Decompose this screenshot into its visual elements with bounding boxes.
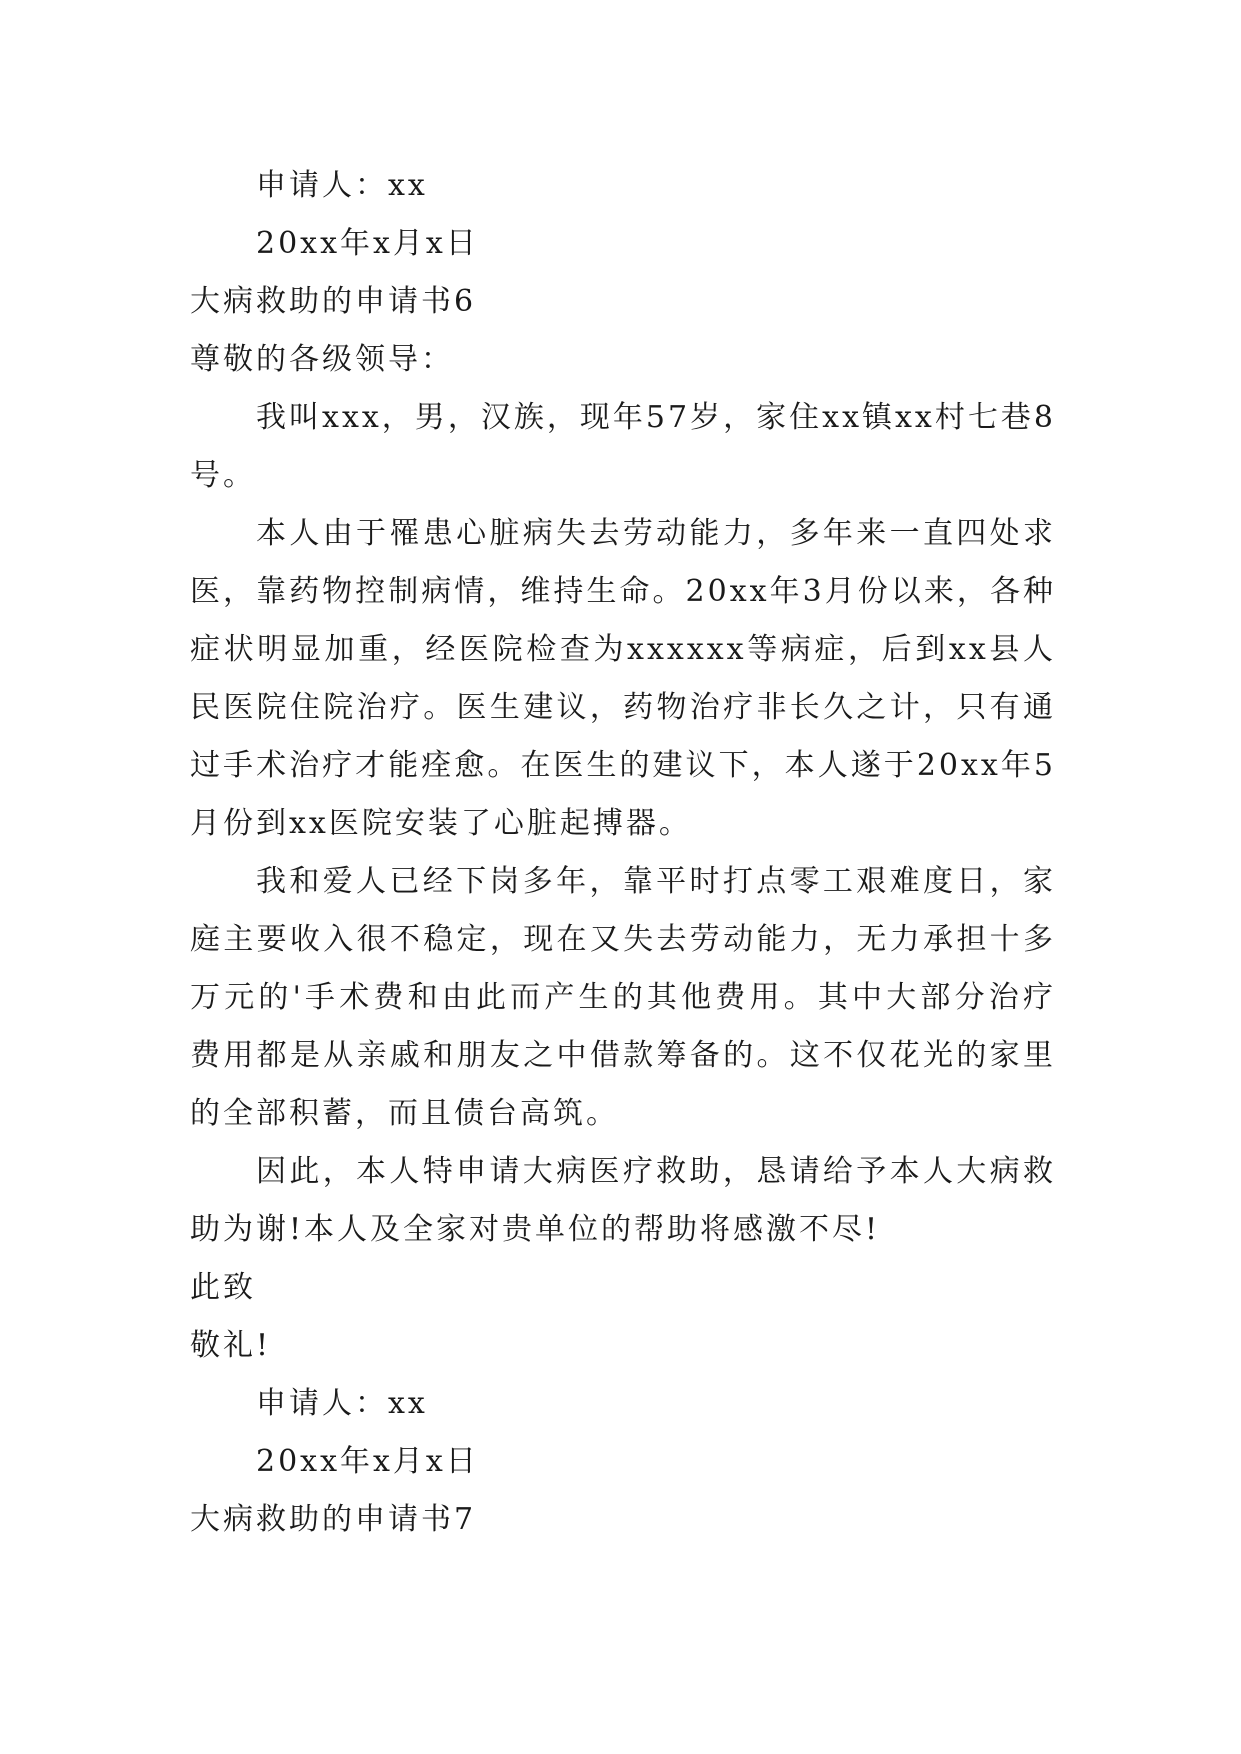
salutation: 尊敬的各级领导：	[190, 342, 454, 377]
signer-line: 申请人：xx	[256, 168, 428, 203]
paragraph-request: 因此，本人特申请大病医疗救助，恳请给予本人大病救助为谢!本人及全家对贵单位的帮助将感激不尽!	[190, 1154, 1056, 1247]
date-line: 20xx年x月x日	[256, 226, 479, 261]
section-title: 大病救助的申请书7	[190, 1502, 477, 1537]
section-title: 大病救助的申请书6	[190, 284, 477, 319]
document-body	[190, 157, 1056, 1549]
paragraph-finance: 我和爱人已经下岗多年，靠平时打点零工艰难度日，家庭主要收入很不稳定，现在又失去劳动能力，无力承担十多万元的'手术费和由此而产生的其他费用。其中大部分治疗费用都是从亲戚和朋友之中借款筹备的。这不仅花光的家里的全部积蓄，而且债台高筑。	[190, 864, 1056, 1131]
paragraph-illness: 本人由于罹患心脏病失去劳动能力，多年来一直四处求医，靠药物控制病情，维持生命。20xx年3月份以来，各种症状明显加重，经医院检查为xxxxxx等病症，后到xx县人民医院住院治疗。医生建议，药物治疗非长久之计，只有通过手术治疗才能痊愈。在医生的建议下，本人遂于20xx年5月份到xx医院安装了心脏起搏器。	[190, 516, 1056, 841]
signer-line: 申请人：xx	[256, 1386, 428, 1421]
date-line: 20xx年x月x日	[256, 1444, 479, 1479]
closing-regards: 敬礼!	[190, 1328, 272, 1363]
paragraph-intro: 我叫xxx，男，汉族，现年57岁，家住xx镇xx村七巷8号。	[190, 400, 1056, 493]
closing-line: 此致	[190, 1270, 256, 1305]
